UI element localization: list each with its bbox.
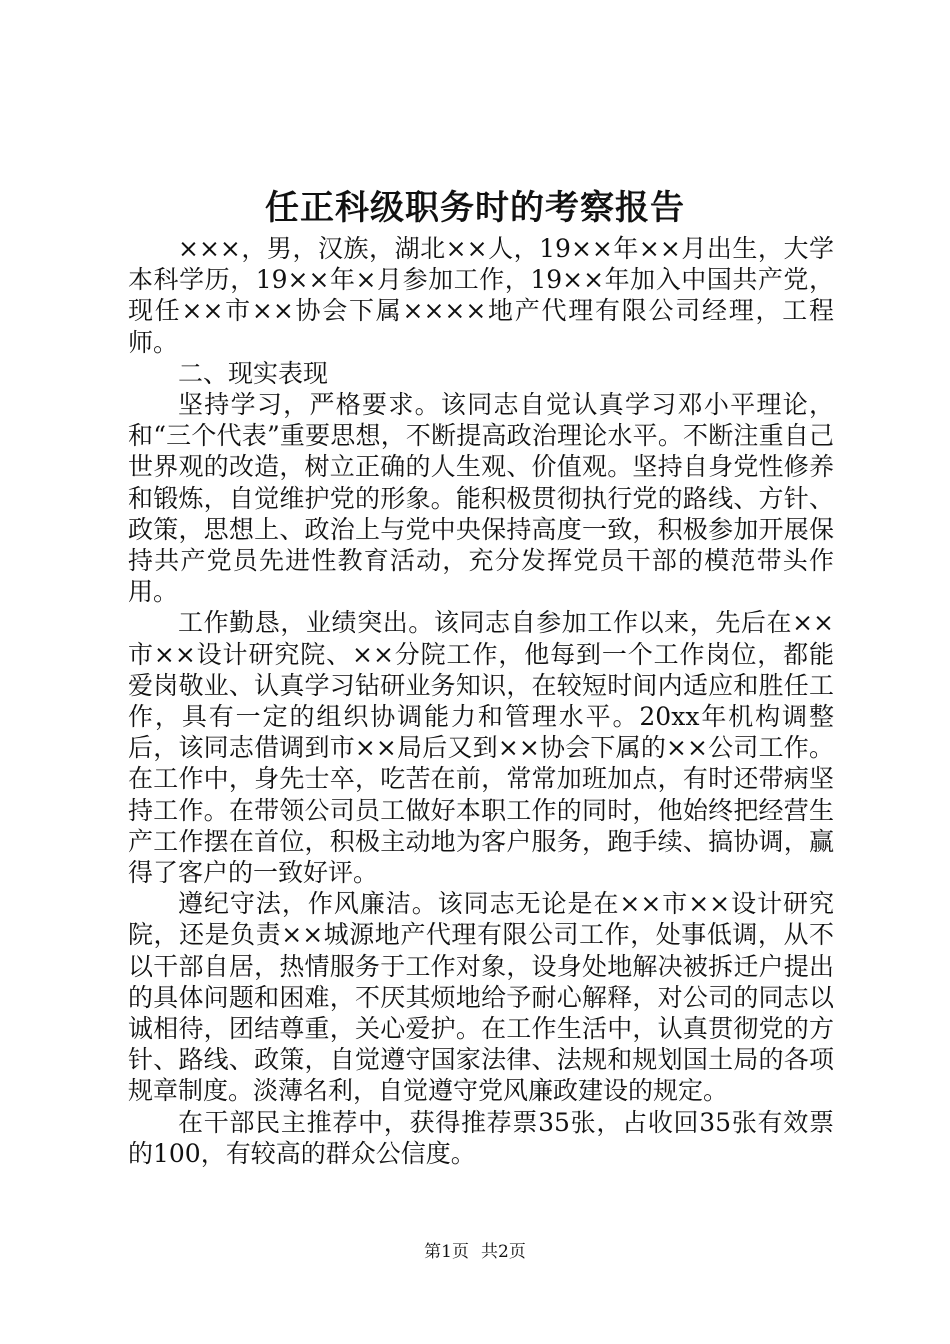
page-footer: [0, 1240, 950, 1264]
section-heading: 二、现实表现: [178, 358, 329, 388]
document-body: [128, 233, 834, 1169]
page-number: 第1页: [424, 1242, 469, 1262]
paragraph-recommendation: 在干部民主推荐中，获得推荐票35张，占收回35张有效票的100，有较高的群众公信度。: [128, 1107, 834, 1168]
paragraph-study: 坚持学习，严格要求。该同志自觉认真学习邓小平理论，和“三个代表”重要思想，不断提高政治理论水平。不断注重自己世界观的改造，树立正确的人生观、价值观。坚持自身党性修养和锻炼，自觉维护党的形象。能积极贯彻执行党的路线、方针、政策，思想上、政治上与党中央保持高度一致，积极参加开展保持共产党员先进性教育活动，充分发挥党员干部的模范带头作用。: [128, 390, 834, 607]
paragraph-basic-info: ×××，男，汉族，湖北××人，19××年××月出生，大学本科学历，19××年×月参加工作，19××年加入中国共产党，现任××市××协会下属××××地产代理有限公司经理，工程师。: [128, 234, 834, 357]
document-title: 任正科级职务时的考察报告: [265, 188, 685, 228]
paragraph-work: 工作勤恳，业绩突出。该同志自参加工作以来，先后在××市××设计研究院、××分院工作，他每到一个工作岗位，都能爱岗敬业、认真学习钻研业务知识，在较短时间内适应和胜任工作，具有一定的组织协调能力和管理水平。20xx年机构调整后，该同志借调到市××局后又到××协会下属的××公司工作。在工作中，身先士卒，吃苦在前，常常加班加点，有时还带病坚持工作。在带领公司员工做好本职工作的同时，他始终把经营生产工作摆在首位，积极主动地为客户服务，跑手续、搞协调，赢得了客户的一致好评。: [128, 608, 834, 888]
page-total: 共2页: [481, 1242, 526, 1262]
paragraph-discipline: 遵纪守法，作风廉洁。该同志无论是在××市××设计研究院，还是负责××城源地产代理有限公司工作，处事低调，从不以干部自居，热情服务于工作对象，设身处地解决被拆迁户提出的具体问题和困难，不厌其烦地给予耐心解释，对公司的同志以诚相待，团结尊重，关心爱护。在工作生活中，认真贯彻党的方针、路线、政策，自觉遵守国家法律、法规和规划国土局的各项规章制度。淡薄名利，自觉遵守党风廉政建设的规定。: [128, 889, 834, 1106]
